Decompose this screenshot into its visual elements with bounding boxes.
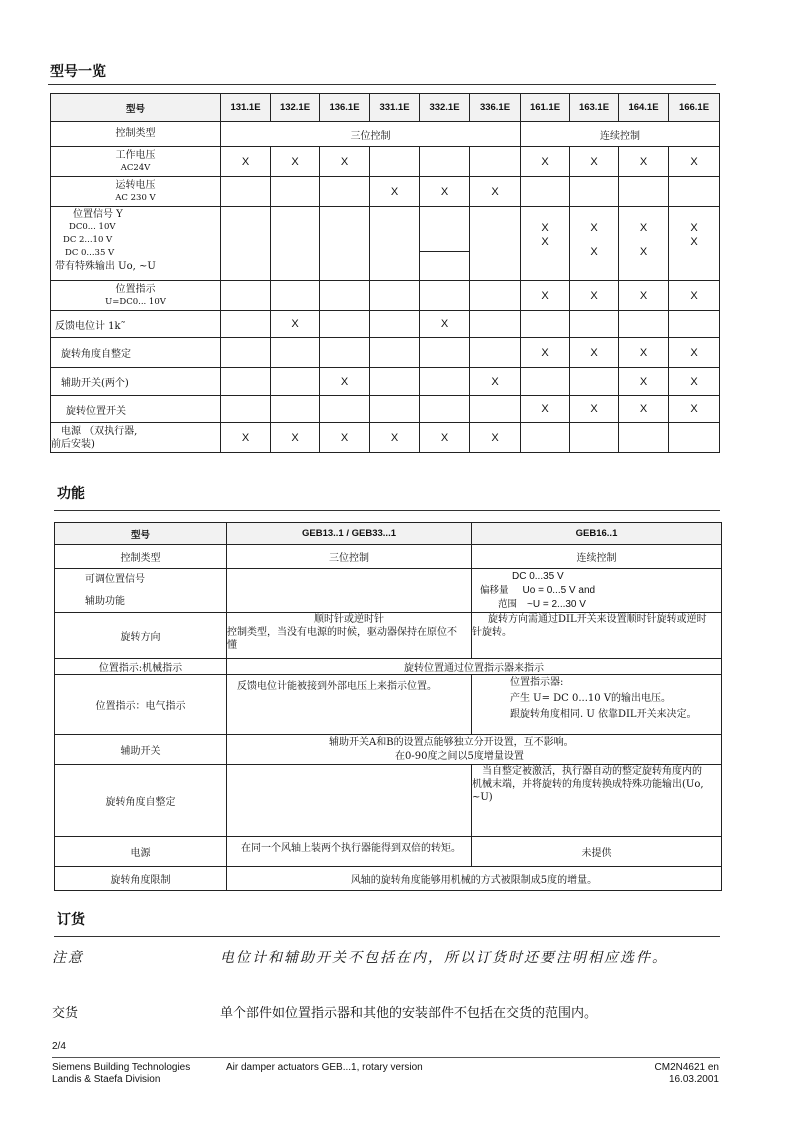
spacer <box>619 235 668 245</box>
row-label: 位置指示：电气指示 <box>55 675 227 735</box>
cell <box>472 569 722 613</box>
label-line: DC 0...35 V <box>65 248 115 258</box>
table-row <box>55 765 722 837</box>
cell <box>227 735 722 765</box>
cell <box>221 368 271 396</box>
cell: 连续控制 <box>472 545 722 569</box>
delivery-label: 交货 <box>52 1006 79 1021</box>
cell <box>619 423 669 453</box>
value-line: 旋转方向需通过DIL开关来设置顺时针旋转或逆时 <box>488 614 707 625</box>
cell: X <box>470 177 521 207</box>
cell: X <box>370 177 420 207</box>
division-name: Landis & Staefa Division <box>52 1074 161 1085</box>
table-row <box>55 735 722 765</box>
header-cell: 131.1E <box>221 94 271 122</box>
cell <box>472 613 722 659</box>
cell <box>619 177 669 207</box>
value-label: 偏移量 <box>480 584 509 596</box>
table-row <box>55 545 722 569</box>
cell: X <box>619 368 669 396</box>
row-label <box>55 569 227 613</box>
cell: X <box>521 147 570 177</box>
cell <box>472 675 722 735</box>
table-row <box>51 338 720 368</box>
cell <box>370 311 420 338</box>
table-row <box>55 613 722 659</box>
note-label: 注意 <box>52 950 84 966</box>
label-line: 带有特殊输出 Uo, ~U <box>55 261 156 272</box>
cell <box>521 207 570 281</box>
header-cell: 型号 <box>55 523 227 545</box>
label-line: 可调位置信号 <box>85 573 145 585</box>
cell <box>271 207 320 281</box>
cell <box>221 281 271 311</box>
table-header-row <box>55 523 722 545</box>
section-title-order: 订货 <box>57 912 85 928</box>
mark: X <box>590 222 598 234</box>
mark: X <box>639 246 648 258</box>
cell: X <box>221 423 271 453</box>
cell: 三位控制 <box>221 122 521 147</box>
cell <box>420 207 470 281</box>
cell <box>227 569 472 613</box>
row-label: 旋转角度自整定 <box>55 765 227 837</box>
header-cell: 136.1E <box>320 94 370 122</box>
cell: X <box>320 423 370 453</box>
cell: X <box>271 423 320 453</box>
cell: 反馈电位计能被接到外部电压上来指示位置。 <box>227 675 472 735</box>
cell: X <box>470 423 521 453</box>
cell <box>370 338 420 368</box>
value-line: 产生 U= DC 0...10 V的输出电压。 <box>510 693 672 704</box>
value-line: 控制类型，当没有电源的时候，驱动器保持在原位不 <box>227 627 457 638</box>
cell <box>669 177 720 207</box>
cell <box>521 423 570 453</box>
value-line: 跟旋转角度相同. U 依靠DIL开关来决定。 <box>510 709 697 720</box>
cell: X <box>221 147 271 177</box>
cell <box>472 765 722 837</box>
cell: X <box>669 281 720 311</box>
cell <box>320 281 370 311</box>
header-cell: GEB13..1 / GEB33...1 <box>227 523 472 545</box>
cell <box>570 368 619 396</box>
header-cell: GEB16..1 <box>472 523 722 545</box>
cell: X <box>570 338 619 368</box>
section-title-overview: 型号一览 <box>50 64 106 80</box>
cell <box>370 207 420 281</box>
value-line <box>472 598 721 612</box>
row-label: 辅助开关 <box>55 735 227 765</box>
row-label: 旋转方向 <box>55 613 227 659</box>
footer-divider <box>52 1057 720 1058</box>
table-row <box>51 396 720 423</box>
cell: X <box>320 368 370 396</box>
cell <box>619 311 669 338</box>
cell <box>271 396 320 423</box>
cell: X <box>420 177 470 207</box>
cell: X <box>570 147 619 177</box>
document-number: CM2N4621 en <box>654 1062 719 1073</box>
cell: X <box>521 281 570 311</box>
mark: X <box>541 222 549 234</box>
cell <box>470 396 521 423</box>
table-row <box>51 122 720 147</box>
row-label: 电源 <box>55 837 227 867</box>
company-name: Siemens Building Technologies <box>52 1062 191 1073</box>
cell <box>221 338 271 368</box>
row-label <box>51 281 221 311</box>
cell <box>669 207 720 281</box>
row-label: 旋转位置开关 <box>51 396 221 423</box>
table-row <box>55 837 722 867</box>
cell <box>570 207 619 281</box>
cell <box>470 338 521 368</box>
cell <box>271 177 320 207</box>
cell: X <box>420 423 470 453</box>
label-line: 位置指示 <box>115 283 156 295</box>
cell <box>420 338 470 368</box>
cell: X <box>619 281 669 311</box>
divider <box>54 510 720 511</box>
cell <box>320 177 370 207</box>
label-line: U=DC0... 10V <box>105 296 166 307</box>
cell <box>470 281 521 311</box>
cell: X <box>619 338 669 368</box>
cell: X <box>271 311 320 338</box>
value-line: ~U) <box>472 792 493 803</box>
table-row <box>55 867 722 891</box>
value-line: 懂 <box>227 640 237 651</box>
cell <box>271 368 320 396</box>
cell <box>570 423 619 453</box>
table-row <box>51 177 720 207</box>
cell: 旋转位置通过位置指示器来指示 <box>227 659 722 675</box>
cell <box>221 311 271 338</box>
header-cell: 161.1E <box>521 94 570 122</box>
cell: X <box>669 338 720 368</box>
cell: 三位控制 <box>227 545 472 569</box>
cell <box>420 147 470 177</box>
header-cell: 166.1E <box>669 94 720 122</box>
cell <box>320 207 370 281</box>
row-label <box>51 207 221 281</box>
section-title-function: 功能 <box>57 486 85 502</box>
delivery-text: 单个部件如位置指示器和其他的安装部件不包括在交货的范围内。 <box>220 1006 598 1021</box>
cell: X <box>521 338 570 368</box>
page-number: 2/4 <box>52 1041 66 1052</box>
value-text: ~U = 2...30 V <box>527 598 586 610</box>
cell <box>221 177 271 207</box>
cell <box>227 613 472 659</box>
spacer <box>570 235 618 245</box>
mark: X <box>639 222 648 234</box>
cell: X <box>669 147 720 177</box>
cell: X <box>669 396 720 423</box>
cell <box>470 207 521 281</box>
cell <box>370 147 420 177</box>
cell: X <box>320 147 370 177</box>
cell <box>470 311 521 338</box>
cell <box>669 311 720 338</box>
label-line: DC 2...10 V <box>63 235 113 245</box>
label-line: 运转电压 <box>115 179 156 191</box>
cell: X <box>521 396 570 423</box>
table-row <box>51 147 720 177</box>
table-row <box>51 423 720 453</box>
row-label: 位置指示:机械指示 <box>55 659 227 675</box>
table-row <box>55 659 722 675</box>
row-label <box>51 177 221 207</box>
cell <box>420 368 470 396</box>
function-table <box>54 522 722 891</box>
cell <box>370 281 420 311</box>
mark: X <box>690 222 698 234</box>
cell: X <box>370 423 420 453</box>
table-row <box>51 281 720 311</box>
header-cell: 336.1E <box>470 94 521 122</box>
cell <box>370 368 420 396</box>
cell: X <box>619 396 669 423</box>
value-line: 辅助开关A和B的设置点能够独立分开设置，互不影响。 <box>329 736 574 748</box>
cell <box>320 311 370 338</box>
cell <box>619 207 669 281</box>
mark: X <box>590 246 598 258</box>
cell <box>470 147 521 177</box>
overview-table <box>50 93 720 453</box>
header-cell: 331.1E <box>370 94 420 122</box>
cell <box>669 423 720 453</box>
value-line: DC 0...35 V <box>512 570 564 582</box>
cell: X <box>470 368 521 396</box>
cell <box>521 177 570 207</box>
mark: X <box>541 236 549 248</box>
cell <box>271 338 320 368</box>
row-label: 旋转角度自整定 <box>51 338 221 368</box>
label-line: DC0... 10V <box>69 222 116 232</box>
divider <box>54 936 720 937</box>
value-text: Uo = 0...5 V and <box>522 584 596 596</box>
cell: X <box>271 147 320 177</box>
header-cell: 164.1E <box>619 94 669 122</box>
value-line: 针旋转。 <box>472 627 512 638</box>
cell: X <box>570 396 619 423</box>
table-row <box>55 569 722 613</box>
cell: 未提供 <box>472 837 722 867</box>
cell <box>521 368 570 396</box>
value-line: 位置指示器: <box>510 677 564 688</box>
note-text: 电位计和辅助开关不包括在内，所以订货时还要注明相应选件。 <box>220 950 668 966</box>
cell: 风轴的旋转角度能够用机械的方式被限制成5度的增量。 <box>227 867 722 891</box>
cell <box>221 207 271 281</box>
label-line: 位置信号 Y <box>73 209 123 220</box>
cell-divider <box>420 251 469 252</box>
value-label: 范围 <box>498 598 518 610</box>
table-header-row <box>51 94 720 122</box>
cell <box>320 338 370 368</box>
header-cell: 332.1E <box>420 94 470 122</box>
cell: X <box>420 311 470 338</box>
label-line: 工作电压 <box>115 149 156 161</box>
cell <box>420 281 470 311</box>
cell <box>370 396 420 423</box>
document-date: 16.03.2001 <box>668 1074 719 1085</box>
cell <box>521 311 570 338</box>
row-label: 控制类型 <box>51 122 221 147</box>
label-line: AC24V <box>120 162 151 173</box>
row-label: 辅助开关(两个) <box>51 368 221 396</box>
header-cell: 型号 <box>51 94 221 122</box>
row-label: 控制类型 <box>55 545 227 569</box>
cell <box>227 765 472 837</box>
value-line: 机械末端，并将旋转的角度转换成特殊功能输出(Uo, <box>472 779 704 790</box>
cell: X <box>669 368 720 396</box>
row-label <box>51 423 221 453</box>
value-line: 当自整定被激活，执行器自动的整定旋转角度内的 <box>482 766 702 777</box>
label-line: 前后安装) <box>51 438 95 450</box>
table-row <box>51 368 720 396</box>
document-title: Air damper actuators GEB...1, rotary version <box>226 1062 423 1073</box>
divider <box>48 84 716 85</box>
label-line: 电源 （双执行器, <box>61 425 138 437</box>
header-cell: 163.1E <box>570 94 619 122</box>
cell <box>320 396 370 423</box>
cell <box>420 396 470 423</box>
table-row <box>51 207 720 281</box>
cell: 连续控制 <box>521 122 720 147</box>
cell: 在同一个风轴上装两个执行器能得到双倍的转矩。 <box>227 837 472 867</box>
value-line: 顺时针或逆时针 <box>314 614 384 625</box>
row-label: 旋转角度限制 <box>55 867 227 891</box>
row-label: 反馈电位计 1k˜ <box>51 311 221 338</box>
cell: X <box>570 281 619 311</box>
table-row <box>55 675 722 735</box>
mark: X <box>690 236 698 248</box>
label-line: AC 230 V <box>115 192 156 203</box>
value-line: 在0-90度之间以5度增量设置 <box>395 750 524 762</box>
cell <box>271 281 320 311</box>
cell <box>570 311 619 338</box>
row-label <box>51 147 221 177</box>
cell <box>570 177 619 207</box>
cell <box>221 396 271 423</box>
header-cell: 132.1E <box>271 94 320 122</box>
cell: X <box>619 147 669 177</box>
label-line: 辅助功能 <box>85 595 125 607</box>
table-row <box>51 311 720 338</box>
value-line <box>472 584 721 598</box>
